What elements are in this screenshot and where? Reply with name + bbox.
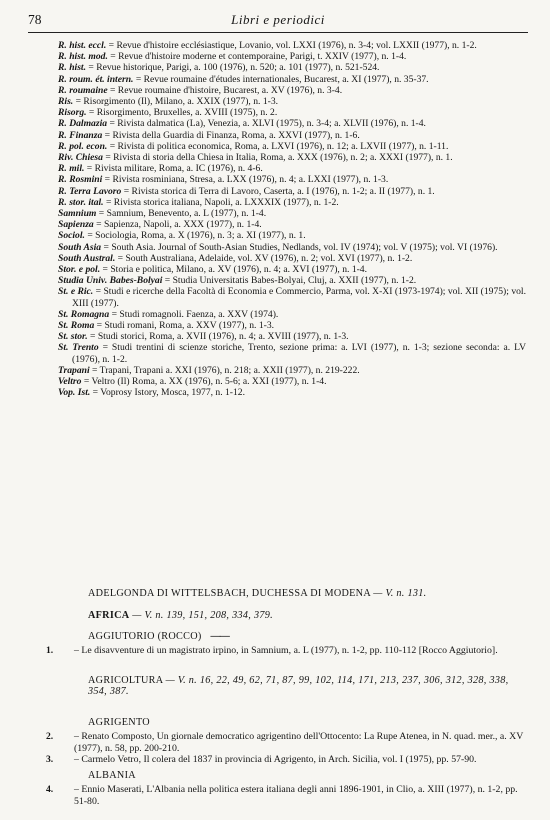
- abbreviation-term: St. Romagna: [58, 308, 110, 320]
- abbreviation-term: R. stor. ital.: [58, 196, 104, 208]
- abbreviation-term: South Asia: [58, 241, 102, 253]
- abbreviation-term: R. roum. ét. intern.: [58, 73, 134, 85]
- abbreviation-term: R. hist. mod.: [58, 51, 108, 63]
- abbreviation-expansion: = Rivista rosminiana, Stresa, a. LXX (1976), n. 4; a. LXXI (1977), n. 1-3.: [102, 174, 389, 186]
- cross-reference: — V. n. 139, 151, 208, 334, 379.: [132, 610, 274, 621]
- abbreviation-entry: [58, 365, 526, 376]
- abbreviation-term: R. pol. econ.: [58, 140, 108, 152]
- abbreviation-entry: [58, 152, 526, 163]
- bibliography-entry: [46, 645, 526, 657]
- page-header: [28, 12, 528, 30]
- abbreviation-expansion: = Voprosy Istory, Mosca, 1977, n. 1-12.: [90, 387, 245, 399]
- abbreviation-entry: [58, 141, 526, 152]
- abbreviation-entry: [58, 197, 526, 208]
- abbreviation-expansion: = Revue roumaine d'histoire, Bucarest, a. XV (1976), n. 3-4.: [107, 84, 343, 96]
- section-adelgonda: [58, 588, 526, 599]
- abbreviation-expansion: = Revue roumaine d'études internationales, Bucarest, a. XI (1977), n. 35-37.: [133, 73, 429, 85]
- entry-text: – Renato Composto, Un giornale democratico agrigentino dell'Ottocento: La Rupe Atenea, in N. quad. mer., a. XV (1977), n. 58, pp. 200-210.: [74, 731, 524, 754]
- header-rule: [28, 32, 528, 33]
- abbreviation-term: Risorg.: [58, 107, 87, 119]
- abbreviation-term: Samnium: [58, 208, 97, 220]
- abbreviation-expansion: = Risorgimento (Il), Milano, a. XXIX (1977), n. 1-3.: [73, 96, 279, 108]
- abbreviation-entry: [58, 74, 526, 85]
- entry-number: 2.: [46, 731, 54, 743]
- abbreviation-entry: [58, 85, 526, 96]
- abbreviation-entry: [58, 320, 526, 331]
- abbreviation-entry: [58, 219, 526, 230]
- abbreviation-expansion: = Studi e ricerche della Facoltà di Economia e Commercio, Parma, vol. X-XI (1973-1974); vol. XII (1975); vol. XIII (1977).: [72, 286, 526, 309]
- entry-number: 4.: [46, 784, 54, 796]
- abbreviation-entry: [58, 331, 526, 342]
- abbreviation-entry: [58, 253, 526, 264]
- section-agrigento: [46, 717, 526, 766]
- abbreviation-expansion: = Studi trentini di scienze storiche, Trento, sezione prima: a. LVI (1977), n. 1-3; sezione seconda: a. LV (1976), n. 1-2.: [72, 342, 526, 365]
- bibliography-entry: [46, 754, 526, 766]
- entry-text: – Le disavventure di un magistrato irpino, in Samnium, a. L (1977), n. 1-2, pp. 110-112 [Rocco Aggiutorio].: [74, 645, 498, 657]
- bibliography-entry: [46, 731, 526, 754]
- abbreviation-term: R. roumaine: [58, 84, 108, 96]
- section-aggiutorio: [46, 631, 526, 657]
- abbreviation-entry: [58, 376, 526, 387]
- abbreviation-entry: [58, 130, 526, 141]
- abbreviation-term: R. mil.: [58, 163, 85, 175]
- abbreviation-expansion: = Rivista dalmatica (La), Venezia, a. XLVI (1975), n. 3-4; a. XLVII (1976), n. 1-4.: [107, 118, 426, 130]
- abbreviation-term: Stor. e pol.: [58, 264, 101, 276]
- section-heading: AGRICOLTURA: [88, 675, 163, 686]
- section-heading: AFRICA: [88, 610, 130, 621]
- abbreviation-term: St. e Ric.: [58, 286, 94, 298]
- abbreviation-expansion: = Revue historique, Parigi, a. 100 (1976), n. 520; a. 101 (1977), n. 521-524.: [86, 62, 380, 74]
- abbreviation-term: R. hist.: [58, 62, 86, 74]
- cross-reference: — V. n. 131.: [373, 588, 427, 599]
- abbreviation-entry: [58, 242, 526, 253]
- abbreviation-expansion: = Rivista della Guardia di Finanza, Roma, a. XXVI (1977), n. 1-6.: [102, 129, 360, 141]
- abbreviation-term: Studia Univ. Babes-Bolyai: [58, 275, 163, 287]
- abbreviation-expansion: = Trapani, Trapani a. XXI (1976), n. 218; a. XXII (1977), n. 219-222.: [89, 364, 360, 376]
- abbreviation-entry: [58, 286, 526, 308]
- abbreviation-expansion: = Samnium, Benevento, a. L (1977), n. 1-4.: [96, 208, 267, 220]
- abbreviation-entry: [58, 186, 526, 197]
- section-albania: [46, 770, 526, 807]
- cross-reference: — V. n. 16, 22, 49, 62, 71, 87, 99, 102, 114, 171, 213, 237, 306, 312, 328, 338, 354, 387.: [88, 675, 509, 698]
- abbreviation-term: R. Terra Lavoro: [58, 185, 122, 197]
- abbreviation-expansion: = Revue d'histoire moderne et contemporaine, Parigi, t. XXIV (1977), n. 1-4.: [107, 51, 407, 63]
- abbreviation-expansion: = Sociologia, Roma, a. X (1976), n. 3; a. XI (1977), n. 1.: [84, 230, 306, 242]
- abbreviation-expansion: = Risorgimento, Bruxelles, a. XVIII (1975), n. 2.: [86, 107, 278, 119]
- abbreviation-term: Sapienza: [58, 219, 94, 231]
- abbreviation-entry: [58, 342, 526, 364]
- abbreviation-term: St. Trento: [58, 342, 99, 354]
- section-heading: ALBANIA: [88, 770, 136, 781]
- abbreviation-term: R. Finanza: [58, 129, 103, 141]
- abbreviation-expansion: = Rivista militare, Roma, a. IC (1976), n. 4-6.: [84, 163, 263, 175]
- abbreviation-term: South Austral.: [58, 252, 116, 264]
- abbreviation-entry: [58, 118, 526, 129]
- abbreviation-term: Riv. Chiesa: [58, 152, 103, 164]
- abbreviation-expansion: = Rivista di storia della Chiesa in Italia, Roma, a. XXX (1976), n. 2; a. XXXI (1977), n. 1.: [102, 152, 453, 164]
- abbreviation-entry: [58, 51, 526, 62]
- section-heading: AGRIGENTO: [88, 717, 150, 728]
- abbreviation-term: R. Rosmini: [58, 174, 103, 186]
- section-heading: ADELGONDA DI WITTELSBACH, DUCHESSA DI MODENA: [88, 588, 371, 599]
- abbreviation-list: [58, 40, 526, 399]
- page-number: 78: [28, 12, 42, 27]
- abbreviation-entry: [58, 275, 526, 286]
- running-title: Libri e periodici: [231, 12, 325, 27]
- entry-number: 3.: [46, 754, 54, 766]
- abbreviation-term: Vop. Ist.: [58, 387, 91, 399]
- abbreviation-expansion: = Veltro (Il) Roma, a. XX (1976), n. 5-6; a. XXI (1977), n. 1-4.: [81, 376, 327, 388]
- abbreviation-expansion: = Studi romagnoli. Faenza, a. XXV (1974).: [109, 308, 279, 320]
- abbreviation-expansion: = Rivista storica italiana, Napoli, a. LXXXIX (1977), n. 1-2.: [103, 196, 339, 208]
- abbreviation-term: Ris.: [58, 96, 74, 108]
- abbreviation-term: Sociol.: [58, 230, 85, 242]
- abbreviation-expansion: = Rivista di politica economica, Roma, a. LXVI (1976), n. 12; a. LXVII (1977), n. 1-11.: [107, 140, 449, 152]
- bibliography-entry: [46, 784, 526, 807]
- abbreviation-expansion: = Studi storici, Roma, a. XVII (1976), n. 4; a. XVIII (1977), n. 1-3.: [87, 331, 349, 343]
- abbreviation-expansion: = Revue d'histoire ecclésiastique, Lovanio, vol. LXXI (1976), n. 3-4; vol. LXXII (1977), n. 1-2.: [106, 40, 477, 51]
- abbreviation-expansion: = South Asia. Journal of South-Asian Studies, Nedlands, vol. IV (1974); vol. V (1975); vol. VI (1976).: [101, 241, 498, 253]
- abbreviation-term: Veltro: [58, 376, 82, 388]
- section-africa: [58, 610, 526, 621]
- abbreviation-expansion: = Rivista storica di Terra di Lavoro, Caserta, a. I (1976), n. 1-2; a. II (1977), n. 1.: [121, 185, 435, 197]
- abbreviation-expansion: = Sapienza, Napoli, a. XXX (1977), n. 1-4.: [93, 219, 262, 231]
- entry-text: – Ennio Maserati, L'Albania nella politica estera italiana degli anni 1896-1901, in Clio, a. XIII (1977), n. 1-2, pp. 51-80.: [74, 784, 518, 807]
- section-heading: AGGIUTORIO (ROCCO): [88, 631, 202, 642]
- entry-number: 1.: [46, 645, 54, 657]
- abbreviation-entry: [58, 309, 526, 320]
- heading-dash: ——: [210, 631, 229, 642]
- abbreviation-term: St. Roma: [58, 320, 95, 332]
- abbreviation-entry: [58, 163, 526, 174]
- abbreviation-entry: [58, 107, 526, 118]
- abbreviation-term: R. Dalmazia: [58, 118, 108, 130]
- abbreviation-term: R. hist. eccl.: [58, 40, 107, 51]
- abbreviation-entry: [58, 40, 526, 51]
- abbreviation-term: Trapani: [58, 364, 90, 376]
- abbreviation-entry: [58, 208, 526, 219]
- abbreviation-expansion: = Studia Universitatis Babes-Bolyai, Cluj, a. XXII (1977), n. 1-2.: [162, 275, 417, 287]
- abbreviation-entry: [58, 230, 526, 241]
- abbreviation-expansion: = Studi romani, Roma, a. XXV (1977), n. 1-3.: [94, 320, 275, 332]
- entry-text: – Carmelo Vetro, Il colera del 1837 in provincia di Agrigento, in Arch. Sicilia, vol. I (1975), pp. 57-90.: [74, 754, 477, 766]
- abbreviation-expansion: = Storia e politica, Milano, a. XV (1976), n. 4; a. XVI (1977), n. 1-4.: [100, 264, 368, 276]
- abbreviation-entry: [58, 96, 526, 107]
- abbreviation-expansion: = South Australiana, Adelaide, vol. XV (1976), n. 2; vol. XVI (1977), n. 1-2.: [115, 252, 413, 264]
- abbreviation-entry: [58, 387, 526, 398]
- abbreviation-entry: [58, 174, 526, 185]
- abbreviation-entry: [58, 62, 526, 73]
- abbreviation-entry: [58, 264, 526, 275]
- section-agricoltura: [58, 675, 526, 698]
- abbreviation-term: St. stor.: [58, 331, 88, 343]
